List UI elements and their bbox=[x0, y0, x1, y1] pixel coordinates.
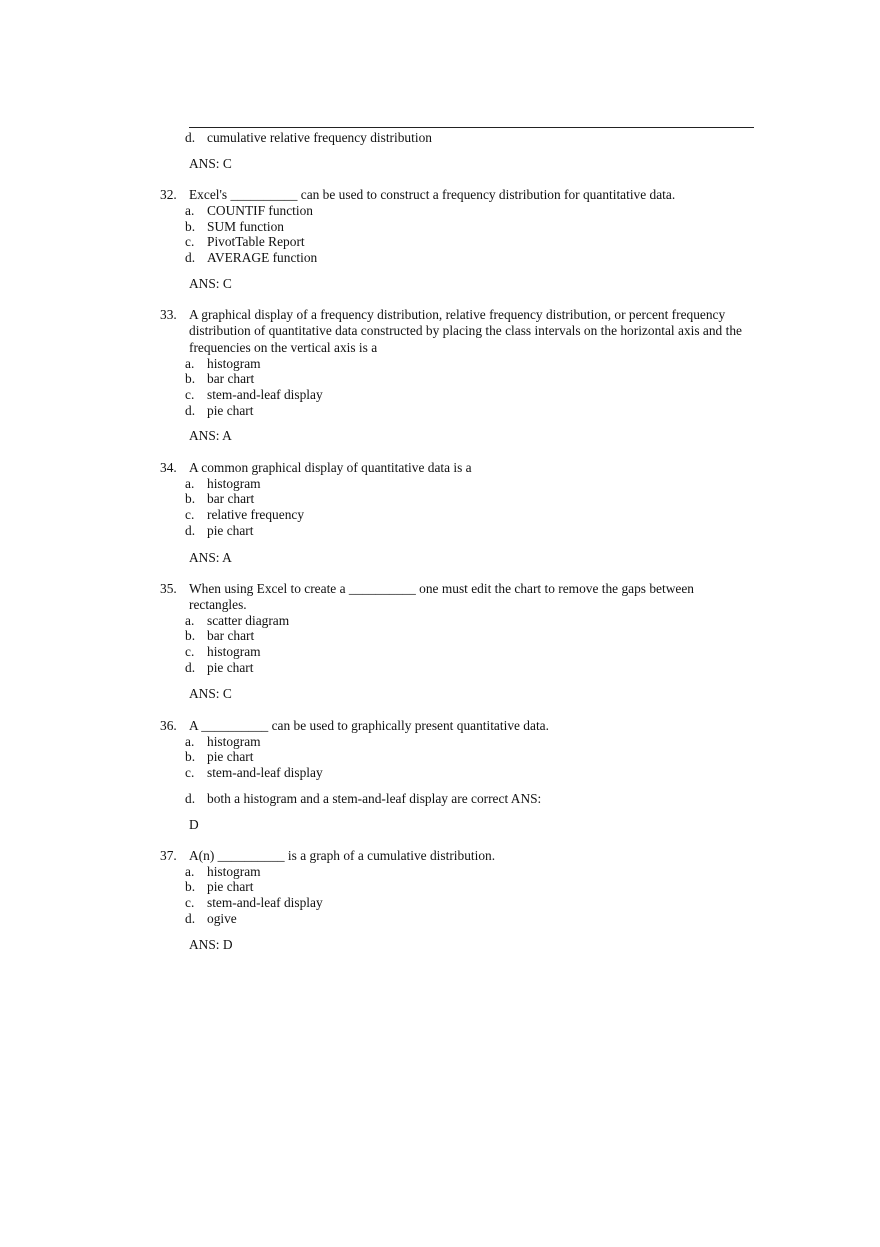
option-letter: c. bbox=[185, 765, 195, 780]
question-number: 36. bbox=[160, 718, 177, 733]
question-number: 32. bbox=[160, 187, 177, 202]
option-text: stem-and-leaf display bbox=[207, 387, 323, 402]
option-letter: d. bbox=[185, 403, 196, 418]
answer-line: ANS: A bbox=[189, 550, 232, 565]
option-letter: a. bbox=[185, 203, 195, 218]
option-text: histogram bbox=[207, 356, 261, 371]
option-letter: d. bbox=[185, 911, 196, 926]
question-text: A(n) __________ is a graph of a cumulative distribution. bbox=[189, 848, 496, 863]
option-letter: c. bbox=[185, 507, 195, 522]
question-text: frequencies on the vertical axis is a bbox=[189, 340, 378, 355]
option-letter: b. bbox=[185, 219, 196, 234]
option-letter: a. bbox=[185, 356, 195, 371]
option-text: COUNTIF function bbox=[207, 203, 314, 218]
option-letter: b. bbox=[185, 491, 196, 506]
question-text: A graphical display of a frequency distribution, relative frequency distribution, or percent frequency bbox=[189, 307, 726, 322]
option-letter: c. bbox=[185, 895, 195, 910]
question-text: A __________ can be used to graphically present quantitative data. bbox=[189, 718, 549, 733]
top-divider-rule bbox=[189, 127, 754, 128]
option-letter: c. bbox=[185, 387, 195, 402]
option-letter: d. bbox=[185, 130, 196, 145]
answer-line: ANS: C bbox=[189, 276, 232, 291]
option-text: PivotTable Report bbox=[207, 234, 305, 249]
option-text: SUM function bbox=[207, 219, 284, 234]
answer-line: ANS: C bbox=[189, 156, 232, 171]
option-letter: a. bbox=[185, 476, 195, 491]
question-number: 35. bbox=[160, 581, 177, 596]
option-letter: d. bbox=[185, 523, 196, 538]
option-text: cumulative relative frequency distribution bbox=[207, 130, 432, 145]
question-text: distribution of quantitative data constructed by placing the class intervals on the horizontal axis and the bbox=[189, 323, 742, 338]
option-text: both a histogram and a stem-and-leaf display are correct ANS: bbox=[207, 791, 542, 806]
option-letter: c. bbox=[185, 234, 195, 249]
option-text: histogram bbox=[207, 734, 261, 749]
answer-line: ANS: A bbox=[189, 428, 232, 443]
option-text: scatter diagram bbox=[207, 613, 290, 628]
answer-line: ANS: C bbox=[189, 686, 232, 701]
option-text: ogive bbox=[207, 911, 237, 926]
option-text: pie chart bbox=[207, 660, 254, 675]
option-letter: a. bbox=[185, 864, 195, 879]
answer-line: D bbox=[189, 817, 199, 832]
answer-line: ANS: D bbox=[189, 937, 233, 952]
option-text: pie chart bbox=[207, 403, 254, 418]
question-text: When using Excel to create a __________ one must edit the chart to remove the gaps between bbox=[189, 581, 694, 596]
question-number: 34. bbox=[160, 460, 177, 475]
question-text: rectangles. bbox=[189, 597, 247, 612]
option-letter: d. bbox=[185, 660, 196, 675]
option-letter: a. bbox=[185, 734, 195, 749]
option-text: pie chart bbox=[207, 523, 254, 538]
option-text: relative frequency bbox=[207, 507, 305, 522]
question-number: 33. bbox=[160, 307, 177, 322]
option-text: histogram bbox=[207, 644, 261, 659]
option-text: stem-and-leaf display bbox=[207, 895, 323, 910]
option-text: histogram bbox=[207, 864, 261, 879]
option-letter: c. bbox=[185, 644, 195, 659]
option-letter: b. bbox=[185, 371, 196, 386]
option-text: stem-and-leaf display bbox=[207, 765, 323, 780]
option-text: histogram bbox=[207, 476, 261, 491]
option-letter: a. bbox=[185, 613, 195, 628]
question-text: Excel's __________ can be used to construct a frequency distribution for quantitative data. bbox=[189, 187, 676, 202]
option-text: pie chart bbox=[207, 879, 254, 894]
option-text: AVERAGE function bbox=[207, 250, 318, 265]
option-letter: b. bbox=[185, 749, 196, 764]
option-text: pie chart bbox=[207, 749, 254, 764]
option-text: bar chart bbox=[207, 628, 255, 643]
option-letter: b. bbox=[185, 628, 196, 643]
option-letter: b. bbox=[185, 879, 196, 894]
question-text: A common graphical display of quantitative data is a bbox=[189, 460, 472, 475]
option-text: bar chart bbox=[207, 491, 255, 506]
option-letter: d. bbox=[185, 250, 196, 265]
option-letter: d. bbox=[185, 791, 196, 806]
question-number: 37. bbox=[160, 848, 177, 863]
option-text: bar chart bbox=[207, 371, 255, 386]
